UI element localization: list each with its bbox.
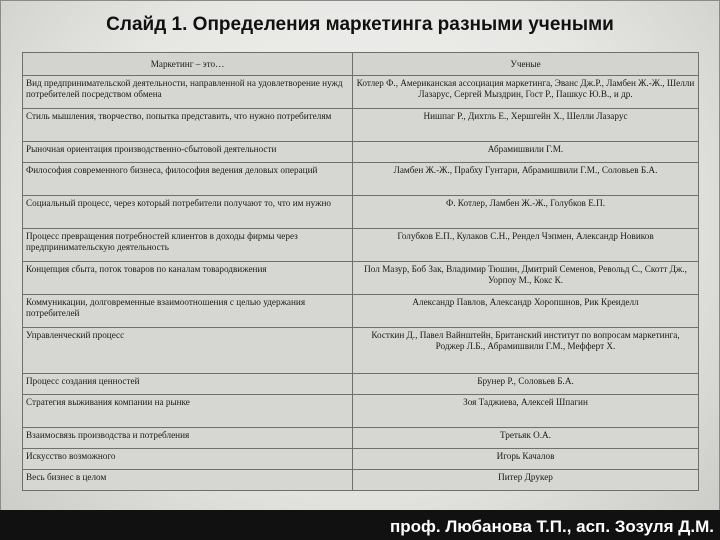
table-row [23,428,699,449]
authors-cell: Игорь Качалов [353,449,699,470]
definition-cell: Взаимосвязь производства и потребления [23,428,353,449]
table-row [23,229,699,262]
table-row [23,142,699,163]
table-row [23,76,699,109]
authors-cell: Третьяк О.А. [353,428,699,449]
definition-cell: Концепция сбыта, поток товаров по каналам товародвижения [23,262,353,295]
footer-authors: проф. Любанова Т.П., асп. Зозуля Д.М. [389,517,714,536]
definition-cell: Философия современного бизнеса, философия ведения деловых операций [23,163,353,196]
table-row [23,374,699,395]
authors-cell: Абрамишвили Г.М. [353,142,699,163]
header-definition: Маркетинг – это… [23,53,353,76]
definition-cell: Процесс создания ценностей [23,374,353,395]
table-row [23,295,699,328]
definition-cell: Стратегия выживания компании на рынке [23,395,353,428]
definition-cell: Управленческий процесс [23,328,353,374]
definition-cell: Искусство возможного [23,449,353,470]
slide-title: Слайд 1. Определения маркетинга разными учеными [106,14,614,35]
table-row [23,470,699,491]
authors-cell: Нишпаг Р., Дихтль Е., Хершгейн Х., Шелли Лазарус [353,109,699,142]
authors-cell: Брунер Р., Соловьев Б.А. [353,374,699,395]
authors-cell: Питер Друкер [353,470,699,491]
table-row [23,395,699,428]
authors-cell: Котлер Ф., Американская ассоциация маркетинга, Эванс Дж.Р., Ламбен Ж.-Ж., Шелли Лазарус, Сергей Мыздрин, Гост Р., Пашкус Ю.В., и др. [353,76,699,109]
definition-cell: Стиль мышления, творчество, попытка представить, что нужно потребителям [23,109,353,142]
table-row [23,262,699,295]
table-row [23,328,699,374]
definition-cell: Вид предпринимательской деятельности, направленной на удовлетворение нужд потребителей посредством обмена [23,76,353,109]
definition-cell: Весь бизнес в целом [23,470,353,491]
authors-cell: Голубков Е.П., Кулаков С.Н., Рендел Чэпмен, Александр Новиков [353,229,699,262]
header-authors: Ученые [353,53,699,76]
definitions-table [22,52,699,491]
authors-cell: Александр Павлов, Александр Хоропшнов, Рик Креиделл [353,295,699,328]
table-row [23,449,699,470]
authors-cell: Косткин Д., Павел Вайнштейн, Британский институт по вопросам маркетинга, Роджер Л.Б., Абрамишвили Г.М., Мефферт Х. [353,328,699,374]
table-row [23,163,699,196]
definition-cell: Коммуникации, долговременные взаимоотношения с целью удержания потребителей [23,295,353,328]
authors-cell: Зоя Таджиева, Алексей Шпагин [353,395,699,428]
authors-cell: Пол Мазур, Боб Зак, Владимир Тюшин, Дмитрий Семенов, Револьд С., Скотт Дж., Уорпоу М., Кокс К. [353,262,699,295]
table-row [23,196,699,229]
table-header-row [23,53,699,76]
definition-cell: Рыночная ориентация производственно-сбытовой деятельности [23,142,353,163]
authors-cell: Ламбен Ж.-Ж., Прабху Гунтари, Абрамишвили Г.М., Соловьев Б.А. [353,163,699,196]
authors-cell: Ф. Котлер, Ламбен Ж.-Ж., Голубков Е.П. [353,196,699,229]
table-row [23,109,699,142]
definition-cell: Процесс превращения потребностей клиентов в доходы фирмы через предпринимательскую деятельность [23,229,353,262]
definition-cell: Социальный процесс, через который потребители получают то, что им нужно [23,196,353,229]
